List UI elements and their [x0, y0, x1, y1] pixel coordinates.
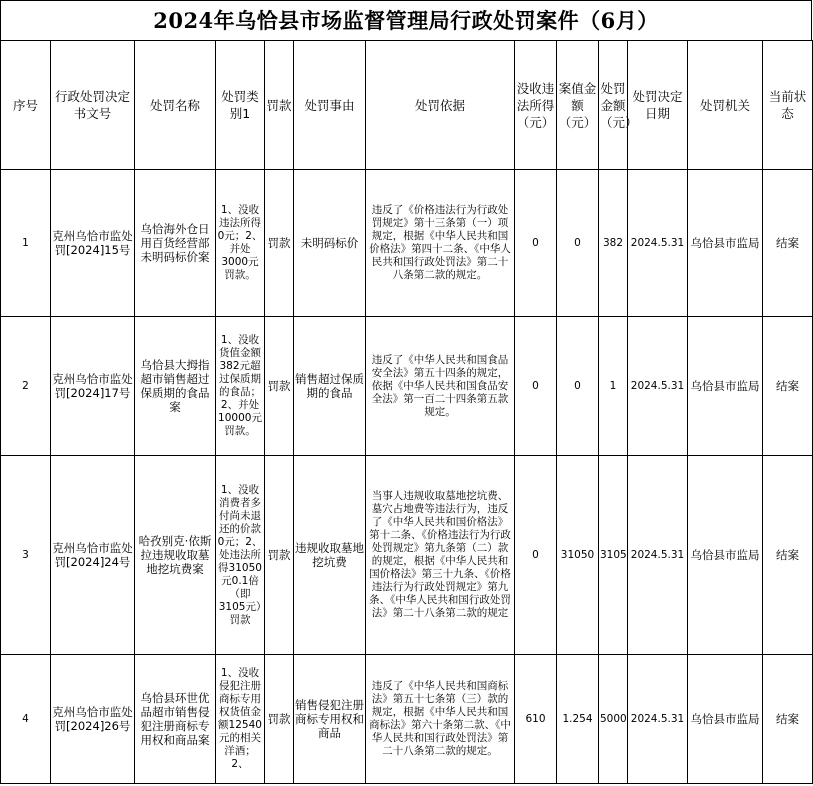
cell-basis: 违反了《中华人民共和国食品安全法》第五十四条的规定，依据《中华人民共和国食品安全法》第一百二十四条第五款规定。 [366, 317, 515, 456]
cell-date: 2024.5.31 [628, 655, 688, 784]
cell-name: 乌恰县大拇指超市销售超过保质期的食品案 [135, 317, 216, 456]
penalty-table [0, 40, 813, 784]
cell-authority: 乌恰县市监局 [688, 170, 763, 317]
cell-confiscated: 0 [515, 170, 557, 317]
cell-authority: 乌恰县市监局 [688, 456, 763, 655]
cell-case-value: 0 [557, 170, 599, 317]
header-confiscated: 没收违法所得（元） [515, 41, 557, 170]
cell-type2: 罚款 [265, 170, 294, 317]
cell-type1: 1、没收货值金额382元超过保质期的食品；2、并处10000元罚款。 [216, 317, 265, 456]
header-authority: 处罚机关 [688, 41, 763, 170]
cell-type1: 1、没收违法所得0元；2、并处3000元罚款。 [216, 170, 265, 317]
cell-status: 结案 [763, 170, 813, 317]
cell-type2: 罚款 [265, 456, 294, 655]
cell-fine: 5000 [599, 655, 628, 784]
cell-doc-no: 克州乌恰市监处罚[2024]17号 [51, 317, 135, 456]
cell-type1: 1、没收侵犯注册商标专用权货值金额12540元的相关洋酒；2、 [218, 667, 262, 770]
header-row [1, 41, 813, 170]
cell-name: 哈孜别克·依斯拉违规收取墓地挖坑费案 [135, 456, 216, 655]
header-type1: 处罚类别1 [216, 41, 265, 170]
cell-date: 2024.5.31 [628, 170, 688, 317]
cell-seq: 2 [1, 317, 51, 456]
table-row [1, 317, 813, 456]
cell-basis: 当事人违规收取墓地挖坑费、墓穴占地费等违法行为，违反了《中华人民共和国价格法》第十二条、《价格违法行为行政处罚规定》第九条第（二）款的规定，根据《中华人民共和国价格法》第三十九条、《价格违法行为行政处罚规定》第九条、《中华人民共和国行政处罚法》第二十八条第二款的规定 [366, 456, 515, 655]
cell-name: 乌恰县环世优品超市销售侵犯注册商标专用权和商品案 [135, 655, 216, 784]
cell-case-value: 1.254 [557, 655, 599, 784]
cell-basis: 违反了《中华人民共和国商标法》第五十七条第（三）款的规定，根据《中华人民共和国商标法》第六十条第二款、《中华人民共和国行政处罚法》第二十八条第二款的规定。 [366, 655, 515, 784]
cell-seq: 4 [1, 655, 51, 784]
cell-type2: 罚款 [265, 317, 294, 456]
table-row [1, 170, 813, 317]
header-doc-no: 行政处罚决定书文号 [51, 41, 135, 170]
cell-fine: 1 [599, 317, 628, 456]
cell-confiscated: 0 [515, 456, 557, 655]
cell-reason: 销售侵犯注册商标专用权和商品 [294, 655, 366, 784]
header-reason: 处罚事由 [294, 41, 366, 170]
cell-type1: 1、没收消费者多付尚未退还的价款0元；2、处违法所得31050元0.1倍（即3105元）罚款 [216, 456, 265, 655]
cell-status: 结案 [763, 655, 813, 784]
cell-confiscated: 610 [515, 655, 557, 784]
cell-confiscated: 0 [515, 317, 557, 456]
cell-seq: 3 [1, 456, 51, 655]
cell-authority: 乌恰县市监局 [688, 317, 763, 456]
cell-fine: 3105 [599, 456, 628, 655]
page-title: 2024年乌恰县市场监督管理局行政处罚案件（6月） [0, 0, 812, 40]
cell-fine: 382 [599, 170, 628, 317]
cell-type2: 罚款 [265, 655, 294, 784]
header-case-value: 案值金额（元） [557, 41, 599, 170]
table-row [1, 456, 813, 655]
cell-basis: 违反了《价格违法行为行政处罚规定》第十三条第（一）项 规定，根据《中华人民共和国价格法》第四十二条、《中华人民共和国行政处罚法》第二十八条第二款的规定。 [366, 170, 515, 317]
table-row [1, 655, 813, 784]
header-date: 处罚决定日期 [628, 41, 688, 170]
cell-doc-no: 克州乌恰市监处罚[2024]26号 [51, 655, 135, 784]
header-seq: 序号 [1, 41, 51, 170]
cell-reason: 未明码标价 [294, 170, 366, 317]
cell-type1-wrap [216, 655, 265, 784]
cell-date: 2024.5.31 [628, 456, 688, 655]
cell-reason: 销售超过保质期的食品 [294, 317, 366, 456]
cell-doc-no: 克州乌恰市监处罚[2024]15号 [51, 170, 135, 317]
cell-authority: 乌恰县市监局 [688, 655, 763, 784]
header-status: 当前状态 [763, 41, 813, 170]
cell-case-value: 0 [557, 317, 599, 456]
cell-case-value: 31050 [557, 456, 599, 655]
header-fine: 处罚金额（元） [599, 41, 628, 170]
cell-reason: 违规收取墓地挖坑费 [294, 456, 366, 655]
header-name: 处罚名称 [135, 41, 216, 170]
cell-name: 乌恰海外仓日用百货经营部未明码标价案 [135, 170, 216, 317]
cell-date: 2024.5.31 [628, 317, 688, 456]
cell-seq: 1 [1, 170, 51, 317]
cell-status: 结案 [763, 317, 813, 456]
cell-doc-no: 克州乌恰市监处罚[2024]24号 [51, 456, 135, 655]
cell-status: 结案 [763, 456, 813, 655]
header-basis: 处罚依据 [366, 41, 515, 170]
header-type2: 罚款 [265, 41, 294, 170]
